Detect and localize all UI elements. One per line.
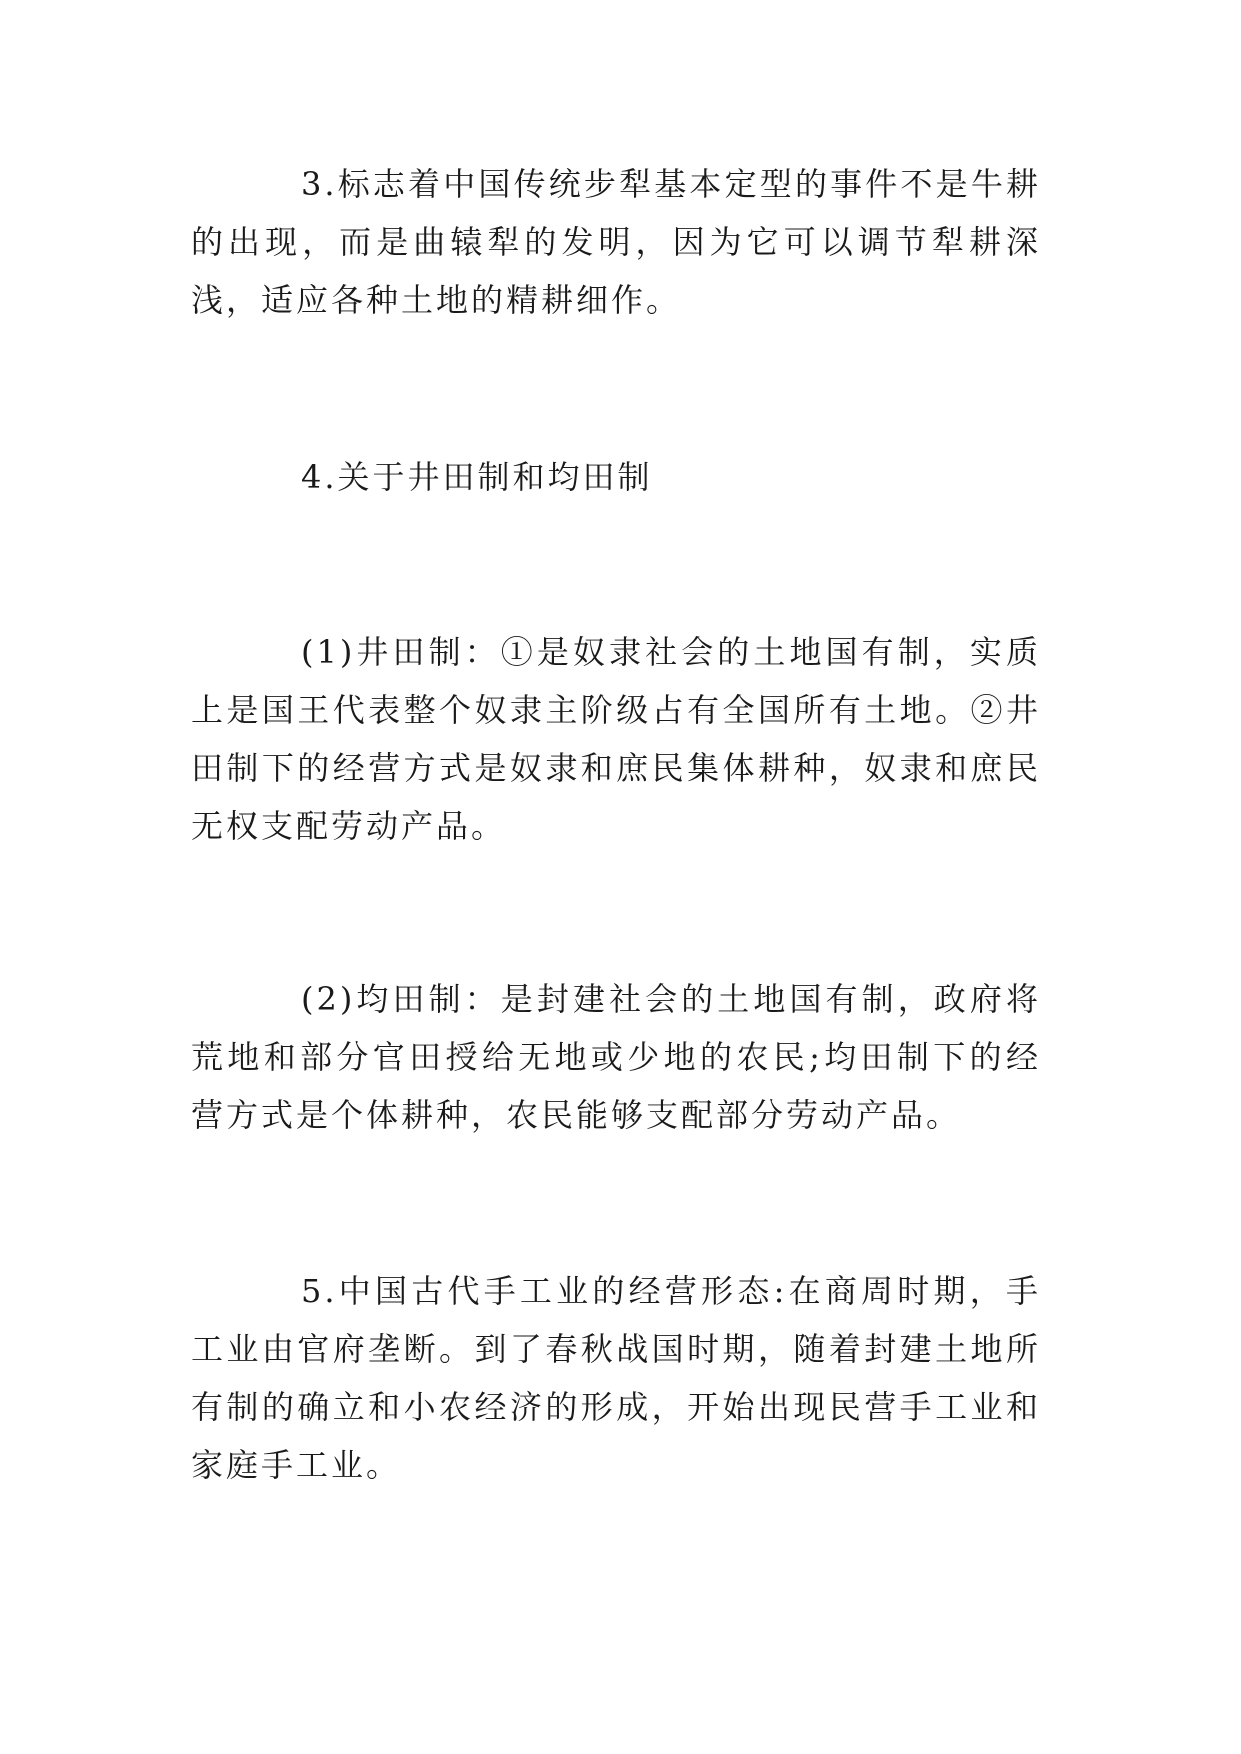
section-heading-land-systems: 4.关于井田制和均田制 [301, 458, 653, 496]
paragraph-plough: 3.标志着中国传统步犁基本定型的事件不是牛耕的出现，而是曲辕犁的发明，因为它可以调节犁耕深浅，适应各种土地的精耕细作。 [191, 165, 1041, 319]
paragraph-equal-field-system: (2)均田制：是封建社会的土地国有制，政府将荒地和部分官田授给无地或少地的农民;均田制下的经营方式是个体耕种，农民能够支配部分劳动产品。 [191, 980, 1041, 1134]
paragraph-well-field-system: (1)井田制：①是奴隶社会的土地国有制，实质上是国王代表整个奴隶主阶级占有全国所有土地。②井田制下的经营方式是奴隶和庶民集体耕种，奴隶和庶民无权支配劳动产品。 [191, 633, 1041, 845]
paragraph-handicraft: 5.中国古代手工业的经营形态:在商周时期，手工业由官府垄断。到了春秋战国时期，随着封建土地所有制的确立和小农经济的形成，开始出现民营手工业和家庭手工业。 [191, 1272, 1041, 1484]
